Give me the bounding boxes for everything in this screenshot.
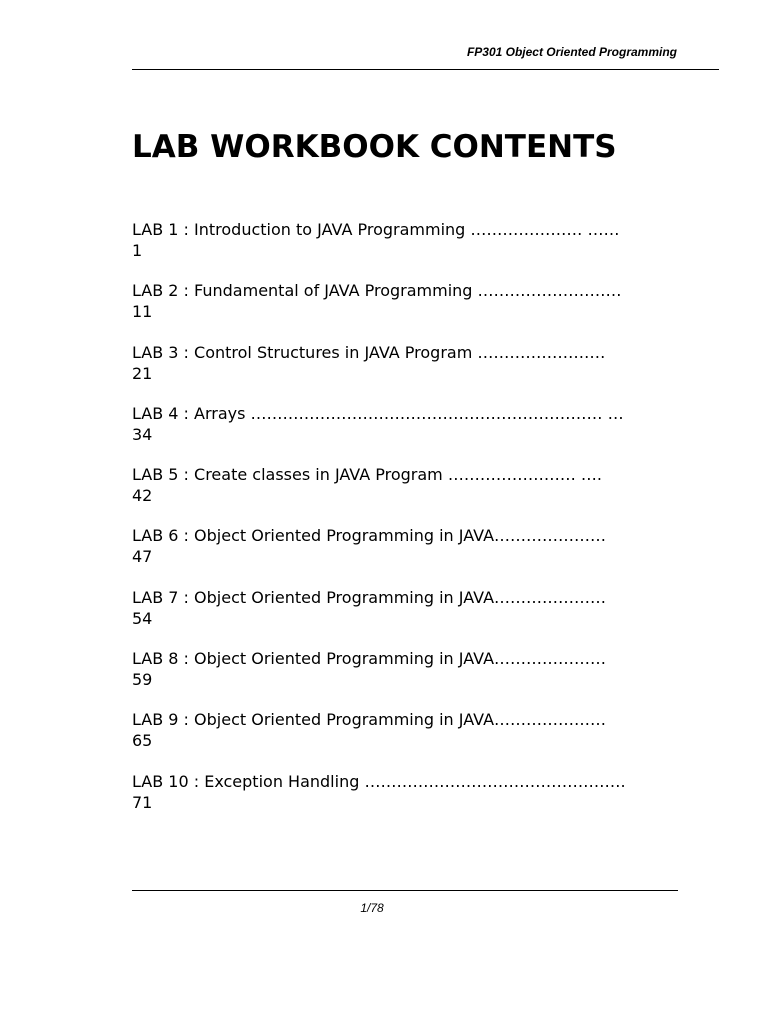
toc-entry-lab-4 bbox=[132, 403, 692, 464]
toc-entry-lab-7 bbox=[132, 587, 692, 648]
toc-entry-lab-2 bbox=[132, 280, 692, 341]
toc-page-number: 11 bbox=[132, 302, 153, 322]
toc-entry-lab-6 bbox=[132, 525, 692, 586]
footer-rule bbox=[132, 890, 678, 891]
toc-page-number: 21 bbox=[132, 363, 153, 383]
toc-page-number: 34 bbox=[132, 424, 153, 444]
toc-entry-lab-8 bbox=[132, 648, 692, 709]
toc-entry-text: LAB 2 : Fundamental of JAVA Programming ……………………… bbox=[132, 281, 622, 301]
toc-page-number: 71 bbox=[132, 792, 153, 812]
toc-entry-text: LAB 10 : Exception Handling …………………………………………. bbox=[132, 771, 626, 791]
running-header: FP301 Object Oriented Programming bbox=[466, 45, 677, 59]
toc-page-number: 42 bbox=[132, 486, 153, 506]
toc-entry-text: LAB 8 : Object Oriented Programming in JAVA………………… bbox=[132, 649, 607, 669]
toc-page-number: 59 bbox=[132, 670, 153, 690]
page-title: LAB WORKBOOK CONTENTS bbox=[132, 129, 617, 165]
toc-page-number: 65 bbox=[132, 731, 153, 751]
toc-entry-text: LAB 3 : Control Structures in JAVA Program …………………… bbox=[132, 342, 606, 362]
table-of-contents bbox=[132, 219, 692, 832]
toc-page-number: 1 bbox=[132, 241, 143, 260]
page-number-footer: 1/78 bbox=[360, 901, 384, 915]
toc-page-number: 54 bbox=[132, 608, 153, 628]
toc-entry-text: LAB 9 : Object Oriented Programming in JAVA………………… bbox=[132, 710, 607, 730]
toc-entry-lab-1 bbox=[132, 219, 692, 280]
toc-page-number: 47 bbox=[132, 547, 153, 567]
toc-entry-text: LAB 7 : Object Oriented Programming in JAVA………………… bbox=[132, 587, 607, 607]
header-rule bbox=[132, 69, 719, 70]
toc-entry-text: LAB 4 : Arrays ………………………………………………………… … bbox=[132, 403, 624, 423]
toc-entry-lab-9 bbox=[132, 709, 692, 770]
toc-entry-lab-5 bbox=[132, 464, 692, 525]
toc-entry-text: LAB 5 : Create classes in JAVA Program …………………… …. bbox=[132, 465, 603, 485]
toc-entry-text: LAB 1 : Introduction to JAVA Programming ………………… …… bbox=[132, 220, 620, 239]
toc-entry-text: LAB 6 : Object Oriented Programming in JAVA………………… bbox=[132, 526, 607, 546]
toc-entry-lab-3 bbox=[132, 342, 692, 403]
toc-entry-lab-10 bbox=[132, 771, 692, 832]
